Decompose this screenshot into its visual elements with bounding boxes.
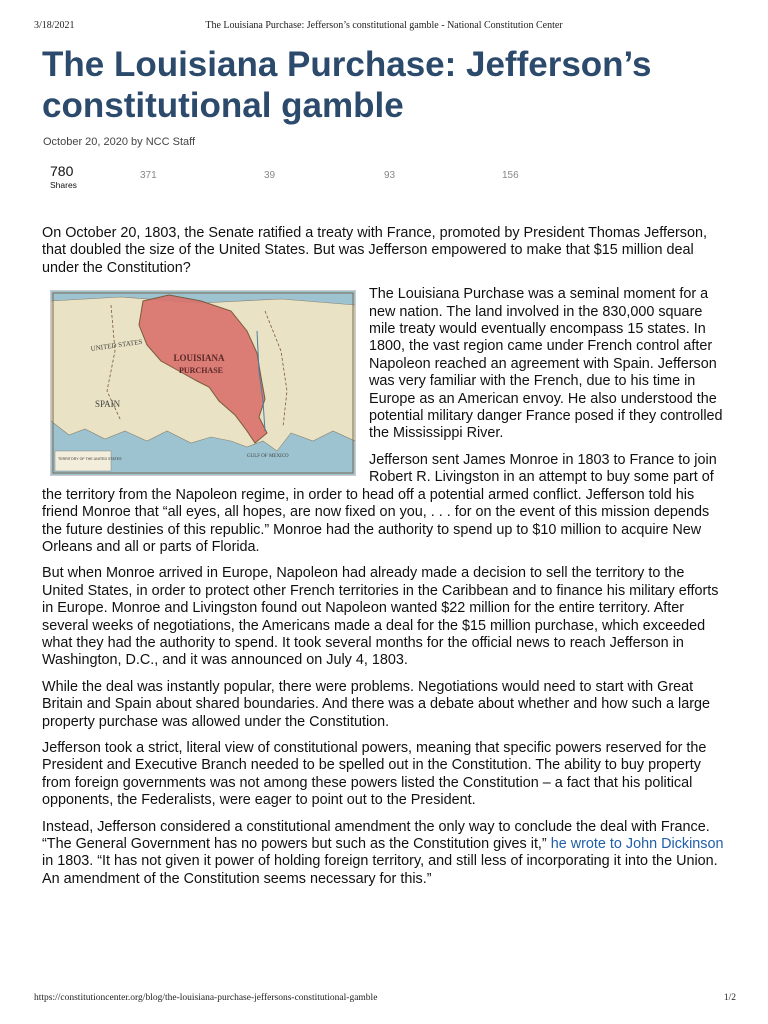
print-page-number: 1/2 <box>723 993 736 1003</box>
dickinson-letter-link[interactable]: he wrote to John Dickinson <box>550 836 724 852</box>
paragraph-6: Jefferson took a strict, literal view of constitutional powers, meaning that specific powers reserved for the President and Executive Branch needed to be spelled out in the Constitution. The ability to buy property from foreign governments was not among these powers listed the Constitution – a fact that his political opponents, the Federalists, were eager to point out to the President. <box>42 739 707 809</box>
map-legend-box <box>55 451 111 471</box>
paragraph-7 <box>42 819 728 889</box>
share-count-2[interactable]: 39 <box>264 170 276 181</box>
paragraph-3: Jefferson sent James Monroe in 1803 to France to join Robert R. Livingston in an attempt to buy some part of the territory from the Napoleon regime, in order to head off a potential armed conflict. Jefferson told his friend Monroe that “all eyes, all hopes, are now fixed on you, . . . for on the event of this mission depends the future destinies of this republic.” Monroe had the authority to spend up to $10 million to acquire New Orleans and all or parts of Florida. <box>42 451 717 555</box>
louisiana-purchase-map <box>50 290 356 476</box>
map-label-purchase: PURCHASE <box>178 366 224 376</box>
print-url: https://constitutioncenter.org/blog/the-louisiana-purchase-jeffersons-constitutional-gamble <box>34 993 378 1003</box>
paragraph-2: The Louisiana Purchase was a seminal moment for a new nation. The land involved in the 830,000 square mile treaty would eventually encompass 15 states. In 1800, the vast region came under French control after Napoleon reached an agreement with Spain. Jefferson was very familiar with the French, due to his time in Europe as an American envoy. He also understood the potential military danger France posed if they controlled the Mississippi River. <box>369 286 723 442</box>
print-date: 3/18/2021 <box>34 20 75 31</box>
share-total <box>50 164 77 190</box>
map-label-us: UNITED STATES <box>90 338 143 354</box>
map-legend-text: TERRITORY OF THE UNITED STATES <box>58 457 122 462</box>
print-header <box>0 20 768 34</box>
paragraph-5: While the deal was instantly popular, there were problems. Negotiations would need to start with Great Britain and Spain about shared boundaries. And there was a debate about whether and how such a large property purchase was allowed under the Constitution. <box>42 678 711 730</box>
print-title: The Louisiana Purchase: Jefferson’s constitutional gamble - National Constitution Center <box>205 20 563 31</box>
map-label-gulf: GULF OF MEXICO <box>247 454 289 460</box>
paragraph-7-before: Instead, Jefferson considered a constitutional amendment the only way to conclude the deal with France. “The General Government has no powers but such as the Constitution gives it,” <box>42 818 710 852</box>
article-body <box>42 225 728 897</box>
paragraph-intro: On October 20, 1803, the Senate ratified a treaty with France, promoted by President Thomas Jefferson, that doubled the size of the United States. But was Jefferson empowered to make that $15 million deal under the Constitution? <box>42 225 707 276</box>
share-total-label: Shares <box>50 180 77 190</box>
share-count-3[interactable]: 93 <box>384 170 396 181</box>
share-total-count: 780 <box>50 163 74 179</box>
map-label-spain: SPAIN <box>95 399 121 410</box>
paragraph-4: But when Monroe arrived in Europe, Napoleon had already made a decision to sell the territory to the United States, in order to protect other French territories in the Caribbean and to finance his military efforts in Europe. Monroe and Livingston found out Napoleon wanted $22 million for the entire territory. After several weeks of negotiations, the Americans made a deal for the $15 million purchase, which exceeded what they had the authority to spend. It took several months for the official news to reach Jefferson in Washington, D.C., and it was announced on July 4, 1803. <box>42 565 719 669</box>
article-byline: October 20, 2020 by NCC Staff <box>43 136 196 148</box>
share-count-4[interactable]: 156 <box>502 170 519 181</box>
map-label-louisiana: LOUISIANA <box>173 353 225 364</box>
article-title: The Louisiana Purchase: Jefferson’s constitutional gamble <box>42 45 652 125</box>
paragraph-7-after: in 1803. “It has not given it power of holding foreign territory, and still less of incorporating it into the Union. An amendment of the Constitution seems necessary for this.” <box>42 853 718 887</box>
print-footer <box>0 993 768 1007</box>
share-count-1[interactable]: 371 <box>140 170 157 181</box>
